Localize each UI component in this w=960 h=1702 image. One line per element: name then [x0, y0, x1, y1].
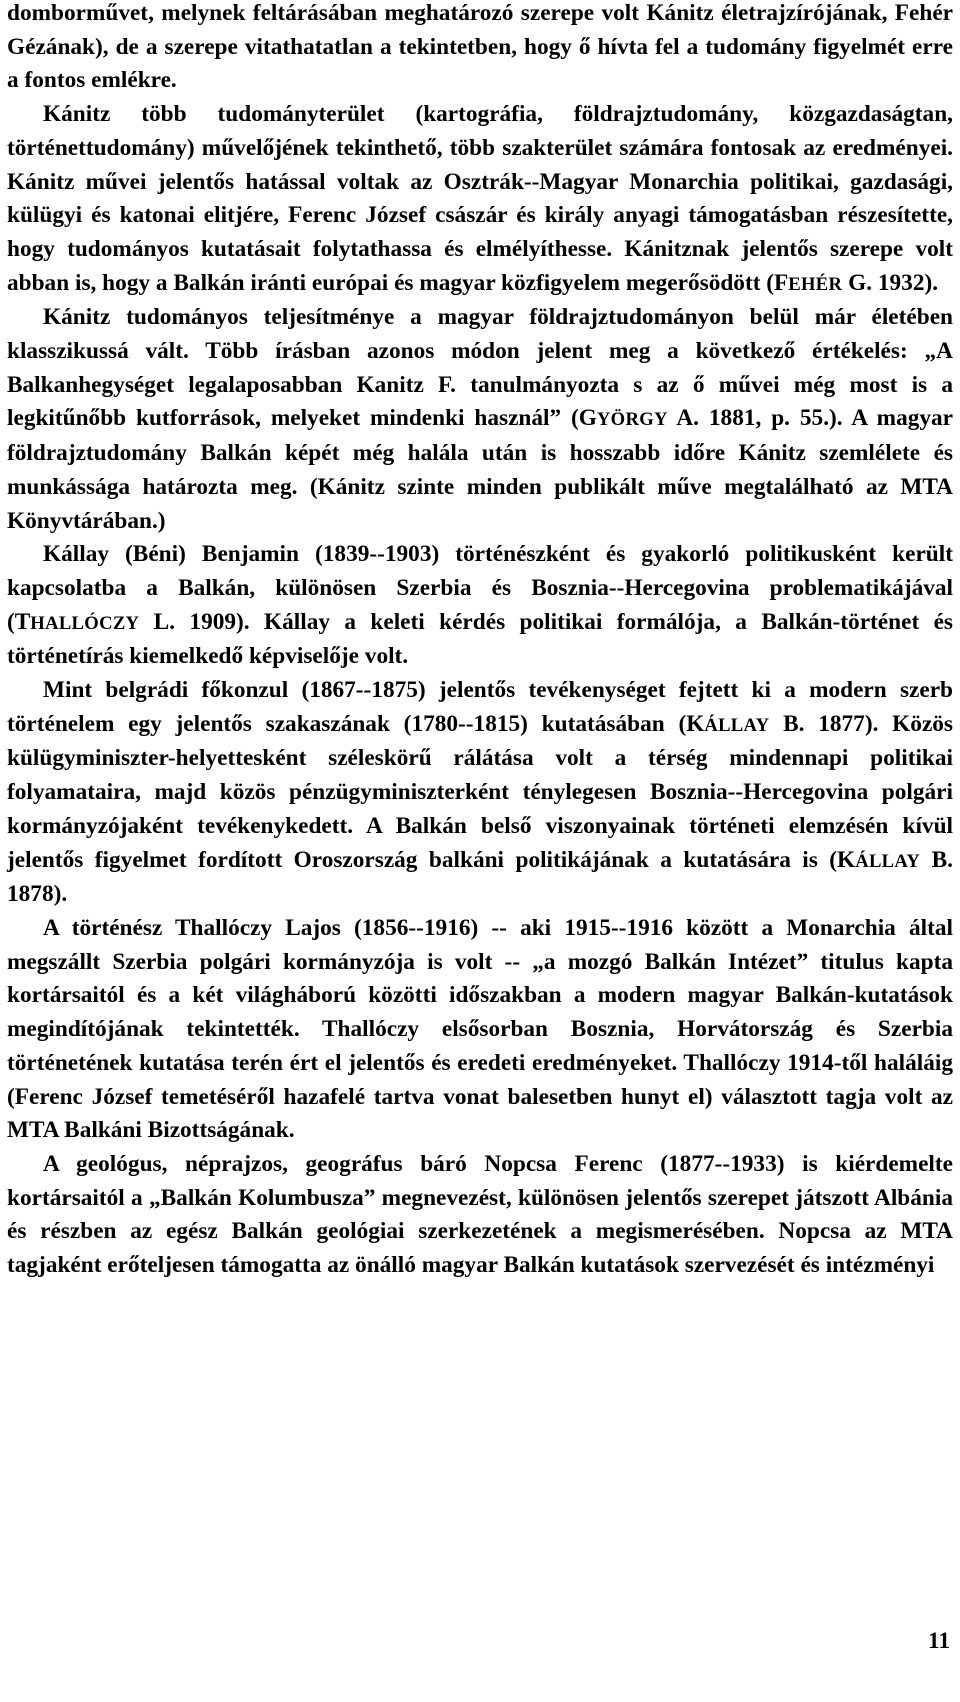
paragraph — [7, 98, 953, 301]
text-run: G. 1932). — [842, 269, 939, 296]
small-caps-name: YÖRGY — [596, 409, 668, 431]
page-number: 11 — [927, 1628, 950, 1654]
text-run: A történész Thallóczy Lajos (1856--1916) -- aki 1915--1916 között a Monarchia által megszállt Szerbia polgári kormányzója is volt -- „a mozgó Balkán Intézet” titulus kapta kortársaitól és a két világháború közötti időszakban a modern magyar Balkán-kutatások megindítójának tekintették. Thallóczy elsősorban Bosznia, Horvátország és Szerbia történetének kutatása terén ért el jelentős és eredeti eredményeket. Thallóczy 1914-től haláláig (Ferenc József temetéséről hazafelé tartva vonat balesetben hunyt el) választott tagja volt az MTA Balkáni Bizottságának. — [7, 914, 953, 1144]
small-caps-name: ÁLLAY — [704, 714, 770, 736]
text-run: Mint belgrádi főkonzul (1867--1875) jelentős tevékenységet fejtett ki a modern szerb történelem egy jelentős szakaszának (1780--1815) kutatásában (K — [7, 677, 953, 737]
text-run: L. 1909). Kállay a keleti kérdés politikai formálója, a Balkán-történet és történetírás kiemelkedő képviselője volt. — [7, 608, 953, 670]
paragraph — [7, 538, 953, 674]
paragraph — [7, 301, 953, 538]
text-run: Kállay (Béni) Benjamin (1839--1903) történészként és gyakorló politikusként került kapcsolatba a Balkán, különösen Szerbia és Bosznia--Hercegovina problematikájával (T — [7, 541, 953, 635]
text-run: A. 1881, p. 55.). A magyar földrajztudomány Balkán képét még halála után is hosszabb időre Kánitz szemlélete és munkássága határozta meg. (Kánitz szinte minden publikált műve megtalálható az MTA Könyvtárában.) — [7, 405, 953, 534]
paragraph — [7, 1148, 953, 1283]
text-run: Kánitz tudományos teljesítménye a magyar földrajztudományon belül már életében klasszikussá vált. Több írásban azonos módon jelent meg a következő értékelés: „A Balkanhegységet legalaposabban Kanitz F. tanulmányozta s az ő művei még most is a legkitűnőbb kutforrások, melyeket mindenki használ” (G — [7, 304, 953, 432]
text-run: Kánitz több tudományterület (kartográfia, földrajztudomány, közgazdaságtan, történettudomány) művelőjének tekinthető, több szakterület számára fontosak az eredményei. Kánitz művei jelentős hatással voltak az Osztrák--Magyar Monarchia politikai, gazdasági, külügyi és katonai elitjére, Ferenc József császár és király anyagi támogatásban részesítette, hogy tudományos kutatásait folytathassa és elmélyíthesse. Kánitznak jelentős szerepe volt abban is, hogy a Balkán iránti európai és magyar közfigyelem megerősödött (F — [7, 101, 953, 296]
text-run: B. 1877). Közös külügyminiszter-helyettesként széleskörű rálátása volt a térség mindennapi politikai folyamataira, majd közös pénzügyminiszterként ténylegesen Bosznia--Hercegovina polgári kormányzójaként tevékenykedett. A Balkán belső viszonyainak történeti elemzésén kívül jelentős figyelmet fordított Oroszország balkáni politikájának a kutatására is (K — [7, 710, 953, 873]
body-text — [7, 0, 953, 1283]
small-caps-name: EHÉR — [788, 273, 843, 295]
small-caps-name: ÁLLAY — [855, 850, 921, 872]
small-caps-name: HALLÓCZY — [30, 612, 140, 634]
text-run: domborművet, melynek feltárásában meghatározó szerepe volt Kánitz életrajzírójának, Fehér Gézának), de a szerepe vitathatatlan a tekintetben, hogy ő hívta fel a tudomány figyelmét erre a fontos emlékre. — [7, 0, 953, 94]
text-run: A geológus, néprajzos, geográfus báró Nopcsa Ferenc (1877--1933) is kiérdemelte kortársaitól a „Balkán Kolumbusza” megnevezést, különösen jelentős szerepet játszott Albánia és részben az egész Balkán geológiai szerkezetének a megismerésében. Nopcsa az MTA tagjaként erőteljesen támogatta az önálló magyar Balkán kutatások szervezését és intézményi — [7, 1150, 953, 1279]
text-run: B. 1878). — [7, 846, 954, 908]
paragraph — [7, 912, 953, 1148]
paragraph — [7, 0, 953, 98]
paragraph — [7, 674, 953, 912]
